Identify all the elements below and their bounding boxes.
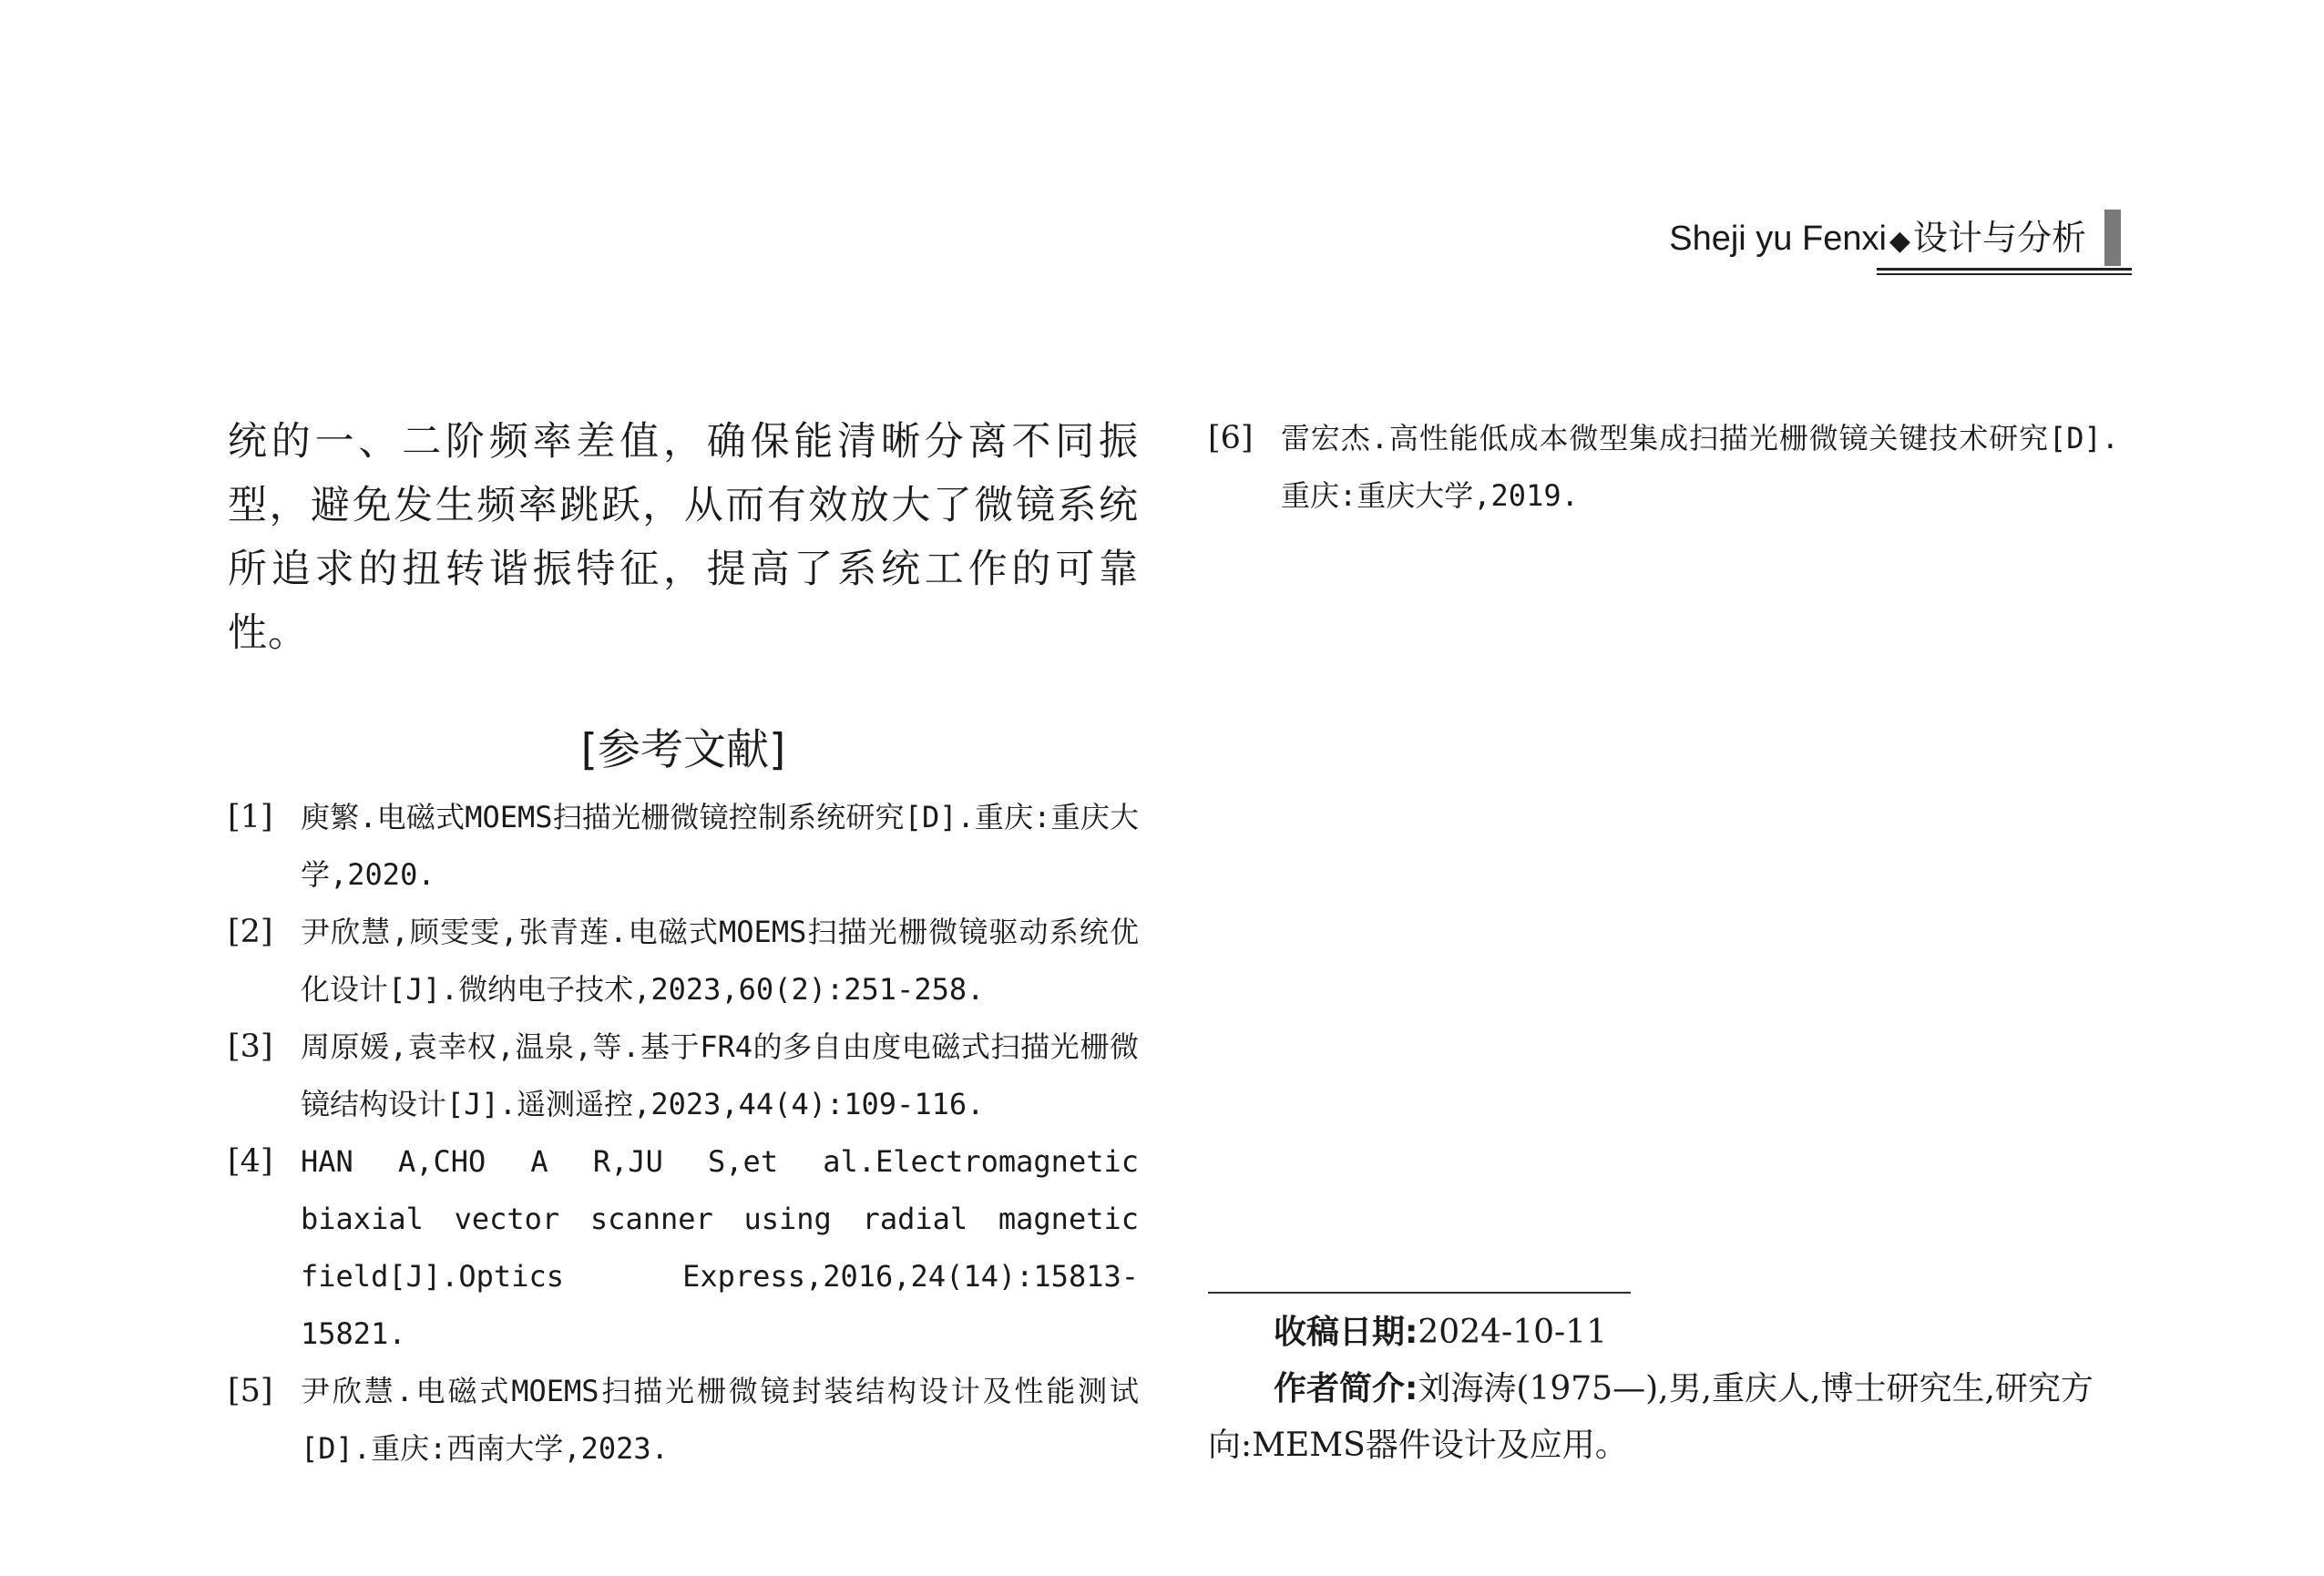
reference-text: 尹欣慧.电磁式MOEMS扫描光栅微镜封装结构设计及性能测试[D].重庆:西南大学,2023. (301, 1374, 1139, 1466)
reference-list (1208, 410, 2119, 525)
body-paragraph: 统的一、二阶频率差值，确保能清晰分离不同振型，避免发生频率跳跃，从而有效放大了微镜系统所追求的扭转谐振特征，提高了系统工作的可靠性。 (228, 419, 1139, 656)
received-date (1208, 1305, 2119, 1361)
author-bio (1208, 1361, 2119, 1474)
author-bio-text: 刘海涛(1975—),男,重庆人,博士研究生,研究方向:MEMS器件设计及应用。 (1208, 1370, 2094, 1464)
header-bar-marker (2104, 210, 2121, 266)
received-date-value: 2024-10-11 (1418, 1314, 1607, 1351)
left-column (228, 410, 1139, 1478)
reference-item-1 (228, 789, 1139, 904)
reference-number: [5] (228, 1373, 273, 1409)
reference-item-5 (228, 1363, 1139, 1478)
header-rule (1877, 268, 2132, 271)
reference-text: 雷宏杰.高性能低成本微型集成扫描光栅微镜关键技术研究[D].重庆:重庆大学,2019. (1281, 421, 2119, 513)
diamond-icon: ◆ (1889, 225, 1910, 257)
received-date-label: 收稿日期: (1274, 1314, 1418, 1351)
reference-text: HAN A,CHO A R,JU S,et al.Electromagnetic biaxial vector scanner using radial magnetic field[J].Optics Express,2016,24(14):15813-15821. (301, 1144, 1139, 1351)
header-section-title: 设计与分析 (1912, 218, 2086, 258)
reference-text: 庾繁.电磁式MOEMS扫描光栅微镜控制系统研究[D].重庆:重庆大学,2020. (301, 800, 1139, 892)
reference-number: [6] (1208, 420, 1254, 456)
reference-item-3 (228, 1018, 1139, 1133)
reference-text: 尹欣慧,顾雯雯,张青莲.电磁式MOEMS扫描光栅微镜驱动系统优化设计[J].微纳电子技术,2023,60(2):251-258. (301, 915, 1139, 1007)
reference-number: [1] (228, 799, 273, 835)
reference-list (228, 789, 1139, 1478)
running-header-text (1669, 215, 2086, 264)
reference-item-4 (228, 1133, 1139, 1363)
running-header (1622, 208, 2132, 273)
right-column (1208, 410, 2119, 525)
header-pinyin: Sheji yu Fenxi (1669, 220, 1887, 258)
header-rule (1877, 273, 2132, 275)
reference-number: [4] (228, 1143, 273, 1180)
footnote-rule (1208, 1292, 1631, 1294)
reference-number: [2] (228, 914, 273, 950)
author-bio-label: 作者简介: (1274, 1370, 1418, 1407)
footnote (1208, 1305, 2119, 1474)
reference-number: [3] (228, 1028, 273, 1065)
references-heading: [参考文献] (580, 725, 786, 775)
reference-text: 周原媛,袁幸权,温泉,等.基于FR4的多自由度电磁式扫描光栅微镜结构设计[J].遥测遥控,2023,44(4):109-116. (301, 1029, 1139, 1121)
reference-item-6 (1208, 410, 2119, 525)
reference-item-2 (228, 904, 1139, 1018)
